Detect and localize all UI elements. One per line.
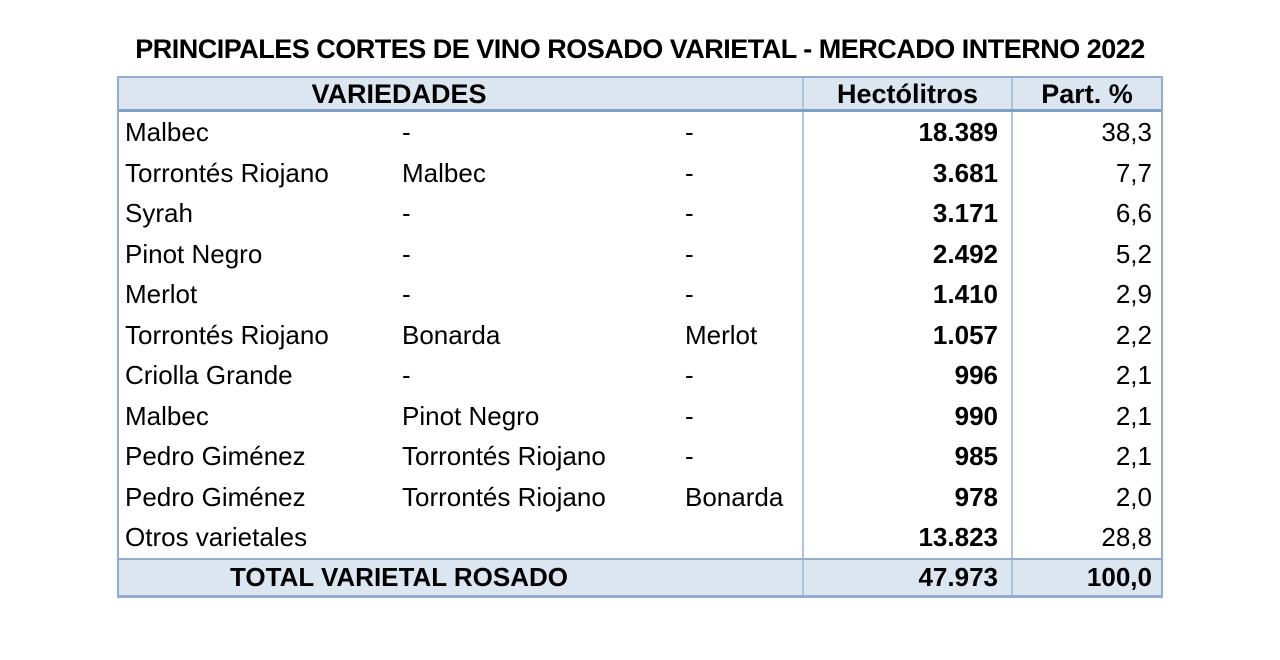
variety-3-cell: -	[685, 279, 694, 309]
hectolitros-cell: 2.492	[802, 234, 1011, 275]
part-pct-cell: 38,3	[1011, 112, 1161, 153]
part-pct-cell: 2,2	[1011, 315, 1161, 356]
part-pct-cell: 5,2	[1011, 234, 1161, 275]
table-row	[119, 274, 1161, 315]
variety-1-cell: Torrontés Riojano	[125, 157, 329, 188]
variety-1-cell: Merlot	[125, 279, 198, 309]
total-spacer	[679, 560, 802, 595]
variety-2-cell: Torrontés Riojano	[402, 481, 606, 512]
hectolitros-cell: 990	[802, 396, 1011, 437]
table-row	[119, 355, 1161, 396]
table-row	[119, 517, 1161, 558]
table-row	[119, 193, 1161, 234]
variety-2-cell: -	[402, 198, 411, 228]
variety-2-cell: Torrontés Riojano	[402, 441, 606, 471]
total-part-pct-cell: 100,0	[1011, 560, 1161, 595]
table-row	[119, 477, 1161, 518]
part-pct-cell: 2,0	[1011, 477, 1161, 518]
part-pct-cell: 7,7	[1011, 153, 1161, 194]
table-row	[119, 315, 1161, 356]
variety-3-cell: Merlot	[685, 319, 758, 350]
variety-2-cell: -	[402, 279, 411, 309]
variety-1-cell: Torrontés Riojano	[125, 319, 329, 350]
total-hectolitros-cell: 47.973	[802, 560, 1011, 595]
variety-1-cell: Criolla Grande	[125, 360, 293, 390]
part-pct-cell: 2,1	[1011, 355, 1161, 396]
table-header-row	[119, 78, 1161, 112]
hectolitros-cell: 3.171	[802, 193, 1011, 234]
variety-1-cell: Pedro Giménez	[125, 441, 306, 471]
hectolitros-cell: 3.681	[802, 153, 1011, 194]
variety-1-cell: Otros varietales	[125, 522, 308, 552]
variety-3-cell: -	[685, 117, 694, 147]
variety-3-cell: -	[685, 157, 694, 188]
variety-2-cell: -	[402, 238, 411, 269]
table-row	[119, 396, 1161, 437]
header-spacer	[679, 78, 802, 109]
table-row	[119, 153, 1161, 194]
variety-2-cell: -	[402, 360, 411, 390]
variety-1-cell: Pedro Giménez	[125, 481, 306, 512]
variety-3-cell: -	[685, 441, 694, 471]
variety-3-cell: -	[685, 360, 694, 390]
variety-1-cell: Malbec	[125, 117, 209, 147]
variety-3-cell: -	[685, 400, 694, 431]
variety-2-cell: -	[402, 117, 411, 147]
hectolitros-cell: 13.823	[802, 517, 1011, 558]
part-pct-cell: 2,1	[1011, 396, 1161, 437]
header-hectolitros: Hectólitros	[802, 78, 1011, 109]
hectolitros-cell: 1.410	[802, 274, 1011, 315]
header-part-pct: Part. %	[1011, 78, 1161, 109]
variety-1-cell: Syrah	[125, 198, 193, 228]
variety-2-cell	[396, 517, 679, 558]
hectolitros-cell: 996	[802, 355, 1011, 396]
table-row	[119, 234, 1161, 275]
total-row	[119, 558, 1161, 595]
hectolitros-cell: 978	[802, 477, 1011, 518]
variety-3-cell	[679, 517, 802, 558]
part-pct-cell: 6,6	[1011, 193, 1161, 234]
hectolitros-cell: 1.057	[802, 315, 1011, 356]
variety-1-cell: Pinot Negro	[125, 238, 263, 269]
part-pct-cell: 2,1	[1011, 436, 1161, 477]
variety-1-cell: Malbec	[125, 400, 209, 431]
variety-3-cell: Bonarda	[685, 481, 784, 512]
variety-2-cell: Malbec	[402, 157, 486, 188]
data-table	[117, 76, 1163, 598]
variety-2-cell: Bonarda	[402, 319, 501, 350]
variety-3-cell: -	[685, 238, 694, 269]
table-row	[119, 436, 1161, 477]
variety-3-cell: -	[685, 198, 694, 228]
page-title: PRINCIPALES CORTES DE VINO ROSADO VARIETAL - MERCADO INTERNO 2022	[135, 34, 1145, 64]
part-pct-cell: 2,9	[1011, 274, 1161, 315]
hectolitros-cell: 18.389	[802, 112, 1011, 153]
header-variedades: VARIEDADES	[311, 79, 487, 109]
table-row	[119, 112, 1161, 153]
variety-2-cell: Pinot Negro	[402, 400, 540, 431]
part-pct-cell: 28,8	[1011, 517, 1161, 558]
total-label: TOTAL VARIETAL ROSADO	[229, 561, 568, 592]
hectolitros-cell: 985	[802, 436, 1011, 477]
